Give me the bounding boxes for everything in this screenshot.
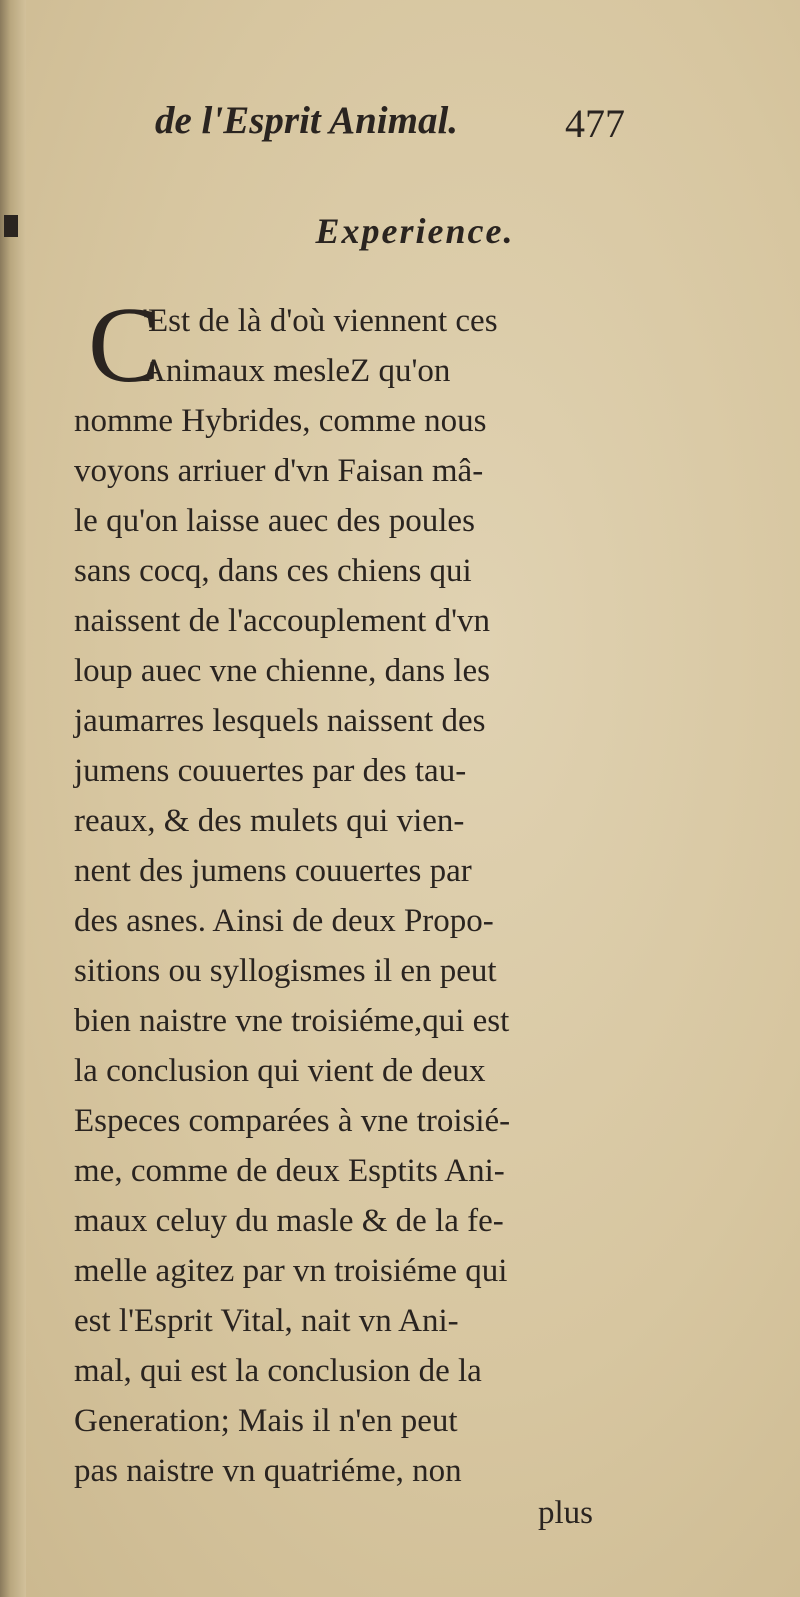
text-line: sans cocq, dans ces chiens qui (74, 553, 472, 589)
section-heading: Experience. (315, 211, 515, 251)
text-line: des asnes. Ainsi de deux Propo- (74, 903, 494, 939)
text-line: est l'Esprit Vital, nait vn Ani- (74, 1303, 459, 1339)
text-line: la conclusion qui vient de deux (74, 1053, 486, 1089)
text-line: Generation; Mais il n'en peut (74, 1403, 458, 1439)
text-line: loup auec vne chienne, dans les (74, 653, 491, 689)
text-line: le qu'on laisse auec des poules (74, 503, 475, 539)
running-head-title: de l'Esprit Animal. (155, 99, 459, 142)
text-line: nomme Hybrides, comme nous (74, 403, 487, 439)
catchword: plus (538, 1495, 594, 1531)
drop-cap: C (88, 286, 161, 405)
text-line: voyons arriuer d'vn Faisan mâ- (74, 453, 484, 489)
text-line: maux celuy du masle & de la fe- (74, 1203, 504, 1239)
text-line: 'Est de là d'où viennent ces (142, 303, 498, 339)
text-line: sitions ou syllogismes il en peut (74, 953, 497, 989)
text-line: pas naistre vn quatriéme, non (74, 1453, 462, 1489)
text-line: mal, qui est la conclusion de la (74, 1353, 482, 1389)
text-line: melle agitez par vn troisiéme qui (74, 1253, 508, 1289)
text-line: jumens couuertes par des tau- (74, 753, 467, 789)
text-line: nent des jumens couuertes par (74, 853, 472, 889)
text-line: Animaux mesleZ qu'on (142, 353, 451, 389)
page-number: 477 (565, 101, 625, 146)
text-line: Especes comparées à vne troisié- (74, 1103, 511, 1139)
text-line: naissent de l'accouplement d'vn (74, 603, 491, 639)
text-line: reaux, & des mulets qui vien- (74, 803, 465, 839)
text-line: me, comme de deux Esptits Ani- (74, 1153, 505, 1189)
text-line: jaumarres lesquels naissent des (74, 703, 486, 739)
text-line: bien naistre vne troisiéme,qui est (74, 1003, 510, 1039)
running-head (0, 98, 800, 158)
body-text (74, 286, 634, 1496)
